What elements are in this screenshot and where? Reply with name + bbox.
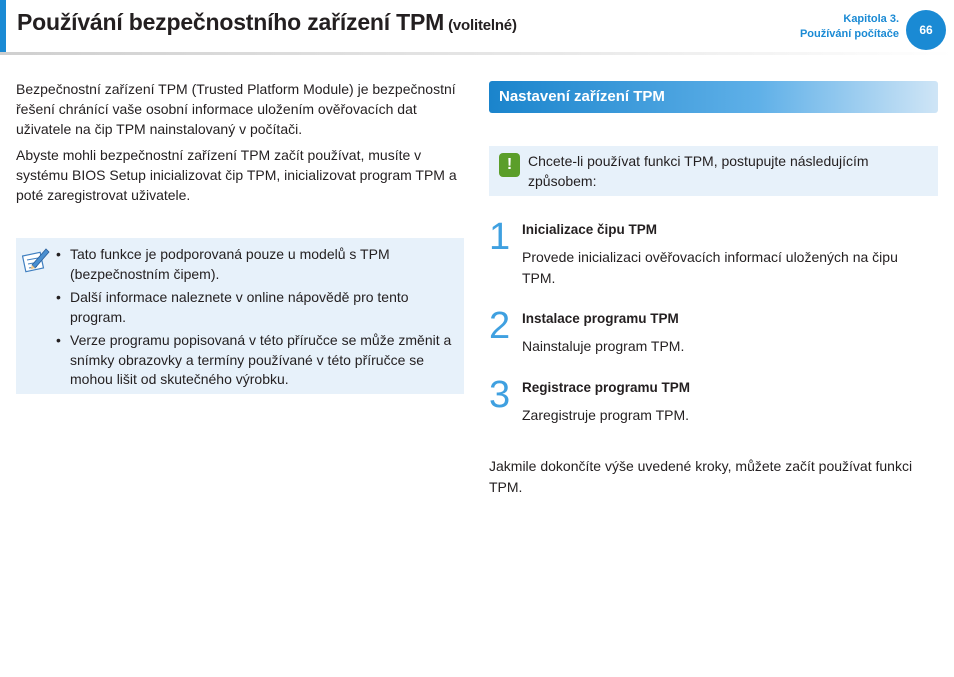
bullet-icon: • xyxy=(56,289,61,305)
step-number: 3 xyxy=(489,374,511,416)
step-description: Provede inicializaci ověřovacích informací uložených na čipu TPM. xyxy=(522,249,898,286)
note-list xyxy=(56,245,456,394)
header-divider xyxy=(0,52,954,55)
note-item xyxy=(56,331,456,390)
caution-box xyxy=(489,146,938,196)
section-heading xyxy=(489,81,938,113)
bullet-icon: • xyxy=(56,332,61,348)
step-title: Instalace programu TPM xyxy=(522,311,679,326)
step-title: Registrace programu TPM xyxy=(522,380,691,395)
page-title xyxy=(17,9,517,36)
note-item xyxy=(56,288,456,327)
note-item-text: Další informace naleznete v online nápovědě pro tento program. xyxy=(70,289,409,325)
note-box xyxy=(16,238,464,394)
chapter-number: Kapitola 3. xyxy=(843,13,899,25)
page-title-optional: (volitelné) xyxy=(448,17,517,34)
bullet-icon: • xyxy=(56,246,61,262)
note-item-text: Tato funkce je podporovaná pouze u modelů s TPM (bezpečnostním čipem). xyxy=(70,246,390,282)
section-title: Nastavení zařízení TPM xyxy=(499,88,665,105)
chapter-name: Používání počítače xyxy=(799,28,899,40)
closing-text: Jakmile dokončíte výše uvedené kroky, můžete začít používat funkci TPM. xyxy=(489,458,913,495)
step-number: 2 xyxy=(489,305,511,347)
page-title-text: Používání bezpečnostního zařízení TPM xyxy=(17,9,445,35)
intro-paragraph: Bezpečnostní zařízení TPM (Trusted Platform Module) je bezpečnostní řešení chránící vaše osobní informace uložením ověřovacích dat uživatele na čip TPM nainstalovaný v počítači. xyxy=(16,81,456,137)
note-item xyxy=(56,245,456,284)
caution-text: Chcete-li používat funkci TPM, postupujte následujícím způsobem: xyxy=(528,153,869,189)
note-item-text: Verze programu popisovaná v této příručce se může změnit a snímky obrazovky a termíny používané v této příručce se mohou lišit od skutečného výrobku. xyxy=(70,332,452,387)
exclamation-icon: ! xyxy=(499,153,520,177)
step-title: Inicializace čipu TPM xyxy=(522,222,658,237)
step-description: Zaregistruje program TPM. xyxy=(522,407,690,423)
step-number: 1 xyxy=(489,216,511,258)
intro-text xyxy=(16,79,460,211)
page-number-badge: 66 xyxy=(906,10,946,50)
step-description: Nainstaluje program TPM. xyxy=(522,338,685,354)
header-accent-bar xyxy=(0,0,6,52)
note-pencil-icon xyxy=(22,246,50,274)
intro-paragraph: Abyste mohli bezpečnostní zařízení TPM začít používat, musíte v systému BIOS Setup inicializovat čip TPM, inicializovat program TPM a poté zaregistrovat uživatele. xyxy=(16,147,457,203)
chapter-label xyxy=(800,12,899,42)
